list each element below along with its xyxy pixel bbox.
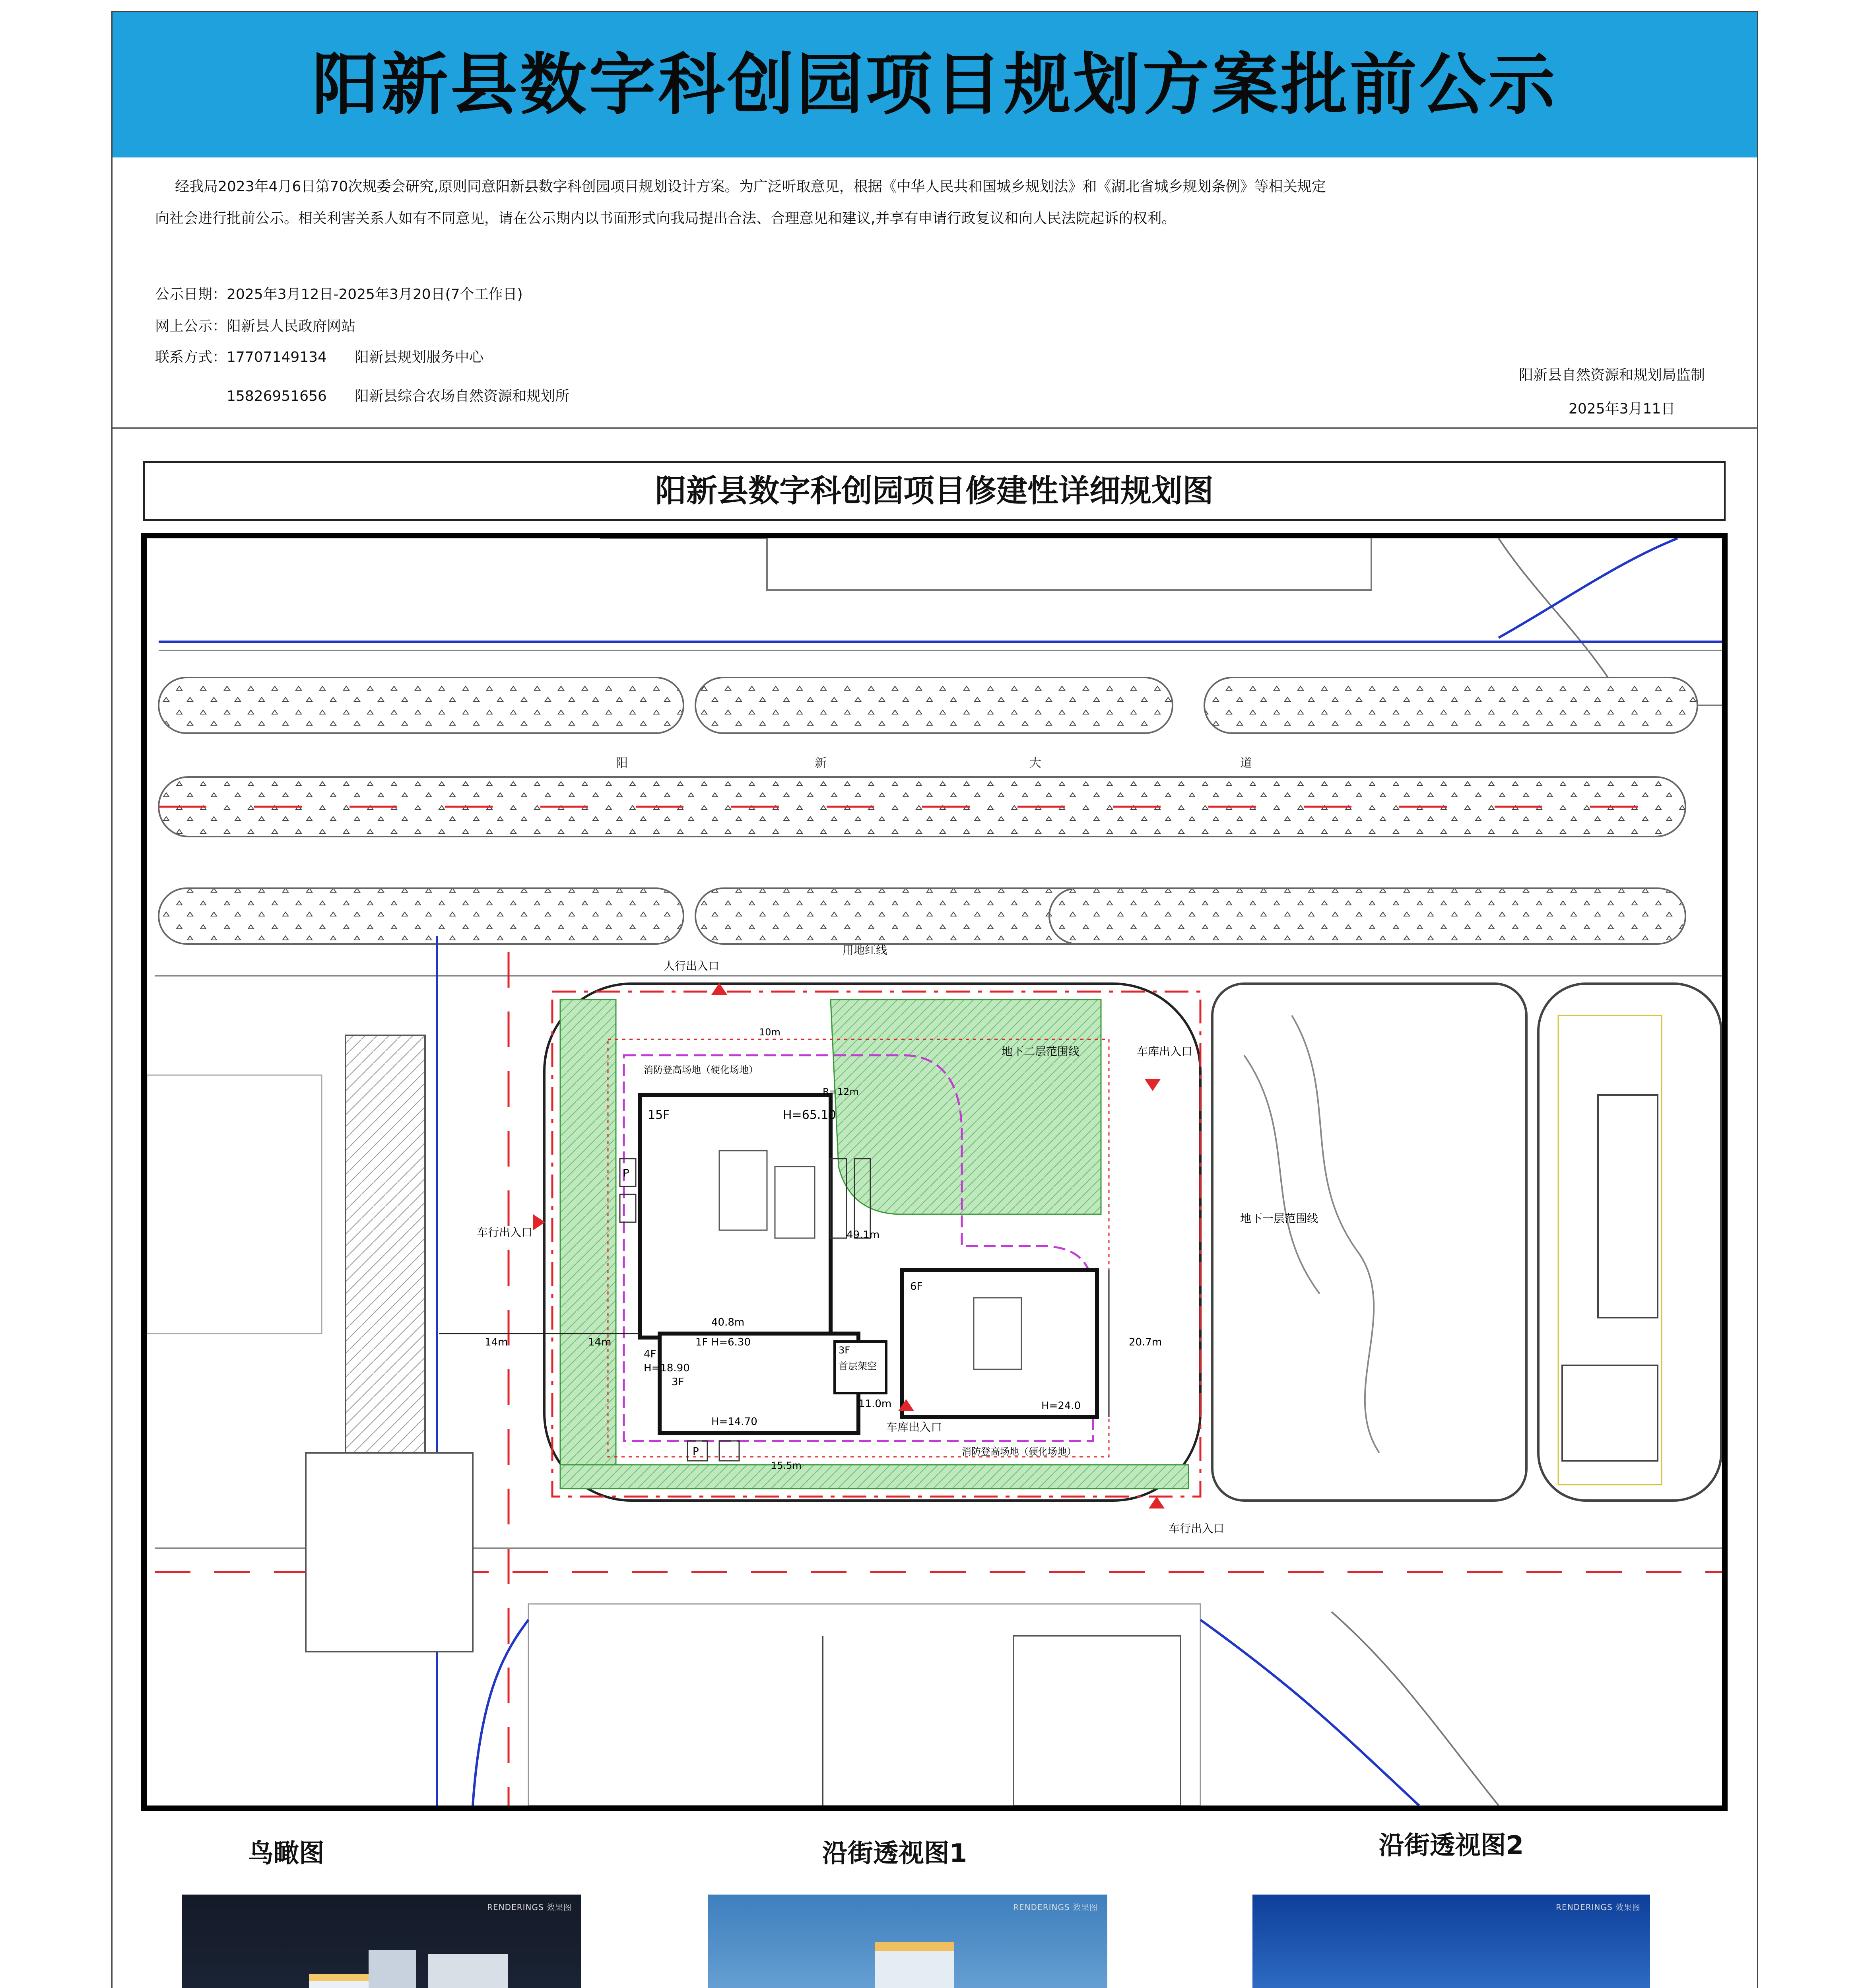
dimension-label: 11.0m <box>858 1398 892 1410</box>
height-label: H=24.0 <box>1041 1400 1081 1412</box>
floors-label: 15F <box>648 1108 670 1122</box>
b1-range-label: 地下一层范围线 <box>1240 1212 1318 1225</box>
existing-building <box>1562 1365 1658 1461</box>
road-name-char: 新 <box>815 756 827 770</box>
planning-road-line-sw <box>473 1620 528 1806</box>
planning-road-line-ne <box>1499 538 1677 638</box>
floors-label: 6F <box>910 1281 923 1293</box>
east-building <box>902 1270 1097 1417</box>
existing-building-north <box>600 538 1371 590</box>
green-belt <box>695 678 1173 733</box>
fire-area-label: 消防登高场地（硬化场地） <box>644 1064 758 1076</box>
green-belt <box>1049 888 1685 944</box>
parking-label: P <box>623 1167 629 1179</box>
publicity-date: 公示日期：2025年3月12日-2025年3月20日(7个工作日) <box>155 286 523 303</box>
floors-label: 3F <box>672 1376 684 1388</box>
podium-building <box>660 1334 858 1433</box>
link-void-label: 首层架空 <box>839 1361 877 1372</box>
dimension-label: 40.8m <box>711 1316 745 1328</box>
road-name-char: 道 <box>1240 756 1252 770</box>
plan-title: 阳新县数字科创园项目修建性详细规划图 <box>143 461 1726 521</box>
floors-label: 3F <box>839 1345 850 1356</box>
parking-label: P <box>693 1446 699 1458</box>
garage-entry-label: 车库出入口 <box>886 1421 942 1434</box>
notice-line-1: 经我局2023年4月6日第70次规委会研究,原则同意阳新县数字科创园项目规划设计方案。为广泛听取意见，根据《中华人民共和国城乡规划法》和《湖北省城乡规划条例》等相关规定 <box>175 179 1326 195</box>
road-name-char: 大 <box>1029 756 1041 770</box>
fire-area-label: 消防登高场地（硬化场地） <box>962 1446 1076 1457</box>
neighbor-block <box>1212 984 1526 1501</box>
height-label: H=65.10 <box>783 1108 836 1122</box>
car-entry-marker <box>1149 1497 1165 1508</box>
green-belt <box>159 888 683 944</box>
dimension-label: 49.1m <box>847 1229 880 1241</box>
green-area <box>560 1465 1188 1489</box>
notice-text <box>155 171 1726 235</box>
aerial-title: 鸟瞰图 <box>248 1839 324 1868</box>
page-title: 阳新县数字科创园项目规划方案批前公示 <box>312 46 1557 124</box>
ped-entry-label: 人行出入口 <box>664 959 720 973</box>
red-line-label: 用地红线 <box>843 944 887 957</box>
car-entry-label: 车行出入口 <box>1169 1522 1225 1535</box>
road-edge <box>1332 1612 1499 1806</box>
floors-label: 4F <box>644 1348 656 1360</box>
section-divider <box>113 427 1757 429</box>
car-entry-label: 车行出入口 <box>477 1226 533 1239</box>
existing-building <box>346 1035 425 1453</box>
sign-date: 2025年3月11日 <box>1569 401 1676 417</box>
height-label: H=18.90 <box>644 1362 690 1374</box>
green-area <box>831 1000 1101 1214</box>
street2-render: RENDERINGS 效果图 <box>1252 1895 1650 1988</box>
street1-title: 沿街透视图1 <box>822 1839 967 1868</box>
planning-road-line-se <box>1200 1620 1419 1806</box>
header-banner <box>113 12 1757 157</box>
existing-building <box>147 1075 322 1334</box>
green-belt <box>159 678 683 733</box>
dimension-label: 20.7m <box>1129 1336 1162 1348</box>
height-label: H=14.70 <box>711 1416 757 1428</box>
notice-line-2: 向社会进行批前公示。相关利害关系人如有不同意见，请在公示期内以书面形式向我局提出合法、合理意见和建议,并享有申请行政复议和向人民法院起诉的权利。 <box>155 210 1176 227</box>
existing-building <box>1598 1095 1658 1318</box>
street2-title: 沿街透视图2 <box>1378 1831 1524 1860</box>
existing-building <box>1013 1636 1180 1806</box>
supervisor: 阳新县自然资源和规划局监制 <box>1519 367 1705 383</box>
dimension-label: 14m <box>588 1336 612 1348</box>
height-label: 1F H=6.30 <box>695 1336 751 1348</box>
dimension-label: 15.5m <box>771 1460 802 1471</box>
site-plan-drawing <box>147 538 1722 1806</box>
contact-2: 15826951656 阳新县综合农场自然资源和规划所 <box>227 388 569 404</box>
dimension-label: R=12m <box>823 1086 859 1097</box>
existing-building <box>306 1453 473 1652</box>
road-name-char: 阳 <box>616 756 628 770</box>
dimension-label: 14m <box>485 1336 508 1348</box>
contact-1: 联系方式：17707149134 阳新县规划服务中心 <box>155 349 483 365</box>
dimension-label: 10m <box>759 1027 781 1038</box>
garage-entry-label: 车库出入口 <box>1137 1045 1193 1058</box>
street1-render: RENDERINGS 效果图 <box>708 1895 1107 1988</box>
web-publicity: 网上公示：阳新县人民政府网站 <box>155 318 356 334</box>
aerial-render: RENDERINGS 效果图 <box>182 1895 581 1988</box>
b2-range-label: 地下二层范围线 <box>1002 1045 1080 1058</box>
green-belt <box>1204 678 1697 733</box>
tower-building <box>640 1095 831 1338</box>
site-plan <box>141 533 1728 1811</box>
